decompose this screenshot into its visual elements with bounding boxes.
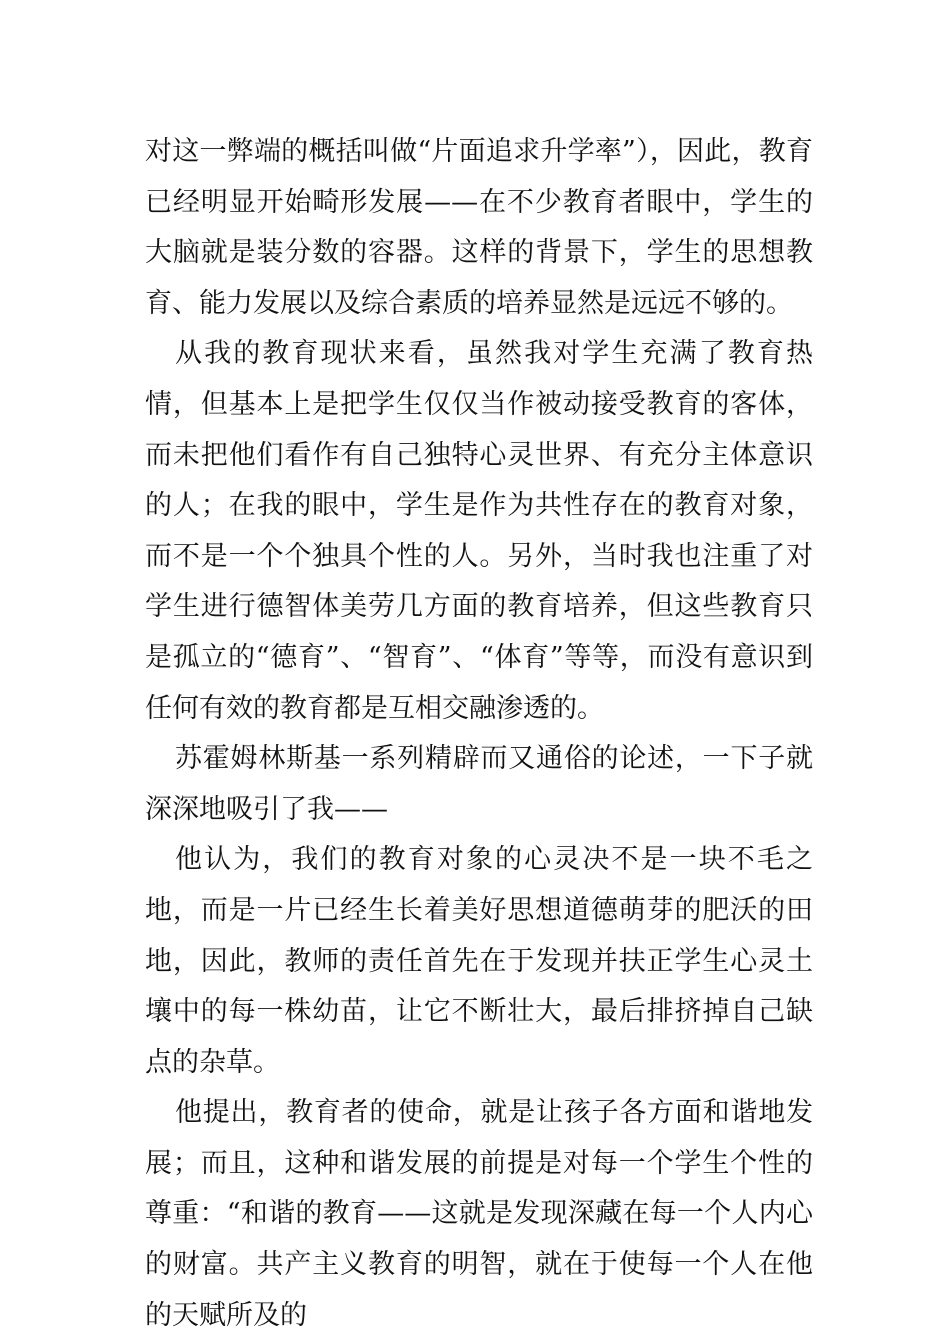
- paragraph-2: 从我的教育现状来看，虽然我对学生充满了教育热情，但基本上是把学生仅仅当作被动接受教育的客体，而未把他们看作有自己独特心灵世界、有充分主体意识的人；在我的眼中，学生是作为共性存在的教育对象，而不是一个个独具个性的人。另外，当时我也注重了对学生进行德智体美劳几方面的教育培养，但这些教育只是孤立的“德育”、“智育”、“体育”等等，而没有意识到任何有效的教育都是互相交融渗透的。: [145, 338, 813, 724]
- paragraph-4: 他认为，我们的教育对象的心灵决不是一块不毛之地，而是一片已经生长着美好思想道德萌芽的肥沃的田地，因此，教师的责任首先在于发现并扶正学生心灵土壤中的每一株幼苗，让它不断壮大，最后排挤掉自己缺点的杂草。: [145, 844, 813, 1078]
- paragraph-1: 对这一弊端的概括叫做“片面追求升学率”），因此，教育已经明显开始畸形发展——在不少教育者眼中，学生的大脑就是装分数的容器。这样的背景下，学生的思想教育、能力发展以及综合素质的培养显然是远远不够的。: [145, 136, 813, 319]
- document-body: [145, 127, 813, 1341]
- paragraph-3: 苏霍姆林斯基一系列精辟而又通俗的论述，一下子就深深地吸引了我——: [145, 743, 813, 825]
- paragraph-5: 他提出，教育者的使命，就是让孩子各方面和谐地发展；而且，这种和谐发展的前提是对每一个学生个性的尊重：“和谐的教育——这就是发现深藏在每一个人内心的财富。共产主义教育的明智，就在于使每一个人在他的天赋所及的: [145, 1097, 813, 1331]
